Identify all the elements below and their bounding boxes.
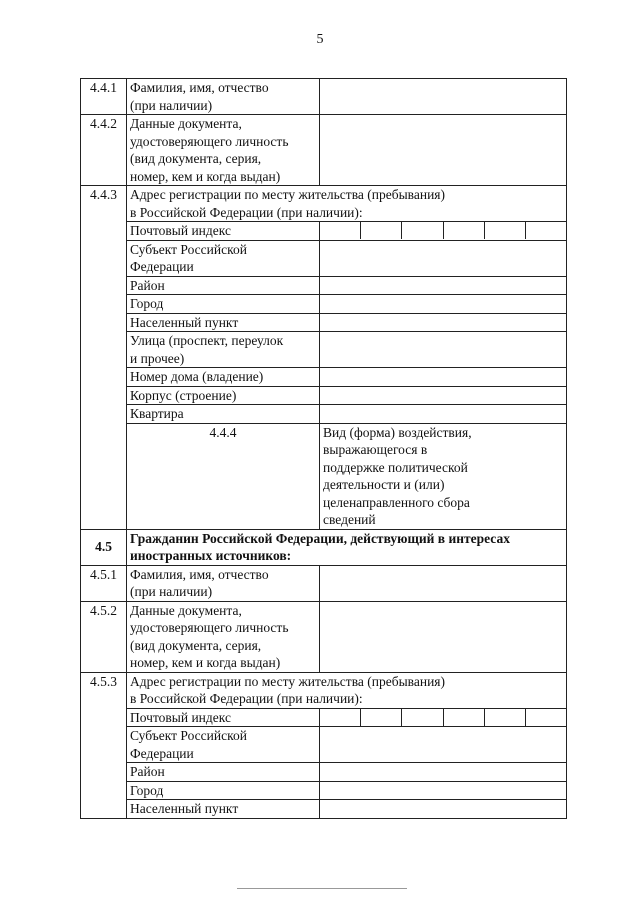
label-line: в Российской Федерации (при наличии): [130,691,363,706]
label-line: удостоверяющего личность [130,620,289,635]
row-number: 4.5.2 [81,601,127,672]
postal-digit-cell[interactable] [526,222,566,239]
label-line: Субъект Российской [130,241,247,257]
postal-digit-cell[interactable] [320,222,361,239]
label-line: номер, кем и когда выдан) [130,168,281,184]
label-line: Адрес регистрации по месту жительства (пребывания) [130,187,446,202]
settlement-field[interactable] [320,313,567,332]
table-row [81,529,567,565]
field-label [127,240,320,276]
full-name-field[interactable] [320,79,567,115]
label-line: Данные документа, [130,602,242,618]
field-label: Почтовый индекс [127,708,320,727]
table-row [81,313,567,332]
bottom-rule [237,888,407,889]
postal-digit-cell[interactable] [402,709,443,726]
section-heading [127,529,567,565]
table-row [81,708,567,727]
field-label: Населенный пункт [127,800,320,819]
field-label: Город [127,781,320,800]
form-table [80,78,567,819]
postal-digit-cell[interactable] [444,222,485,239]
label-line: в Российской Федерации (при наличии): [130,204,363,220]
table-row [81,727,567,763]
settlement-field[interactable] [320,800,567,819]
label-line: Субъект Российской [130,728,247,743]
heading-line: Гражданин Российской Федерации, действующий в интересах [130,530,510,546]
label-line: (вид документа, серия, [130,637,262,653]
table-row [81,601,567,672]
building-field[interactable] [320,386,567,405]
city-field[interactable] [320,781,567,800]
field-label: Район [127,276,320,295]
apartment-field[interactable] [320,405,567,424]
label-line: Федерации [130,259,194,274]
row-number: 4.4.3 [81,186,127,530]
table-row [81,672,567,708]
field-label: Почтовый индекс [127,222,320,241]
field-label: Номер дома (владение) [127,368,320,387]
postal-code-field[interactable] [320,222,567,241]
field-label: Район [127,763,320,782]
table-row [81,79,567,115]
label-line: (при наличии) [130,584,213,599]
postal-digit-cell[interactable] [402,222,443,239]
label-line: (при наличии) [130,97,213,113]
field-label: Населенный пункт [127,313,320,332]
label-line: удостоверяющего личность [130,133,289,149]
field-label: Корпус (строение) [127,386,320,405]
field-label [127,601,320,672]
label-line: выражающегося в [323,442,428,457]
page-number: 5 [316,32,324,47]
postal-digit-cell[interactable] [444,709,485,726]
label-line: номер, кем и когда выдан) [130,655,281,670]
postal-digit-cell[interactable] [361,222,402,239]
table-row [81,222,567,241]
table-row [81,565,567,601]
table-row [81,781,567,800]
postal-digit-cell[interactable] [485,222,526,239]
field-label [127,727,320,763]
label-line: деятельности и (или) [323,477,445,492]
field-label [127,332,320,368]
row-number: 4.4.1 [81,79,127,115]
label-line: Фамилия, имя, отчество [130,566,269,582]
field-label: Город [127,295,320,314]
label-line: Данные документа, [130,116,242,131]
label-line: и прочее) [130,350,185,366]
table-row [81,763,567,782]
federal-subject-field[interactable] [320,240,567,276]
table-row [81,800,567,819]
label-line: целенаправленного сбора [323,494,470,510]
table-row [81,295,567,314]
postal-digit-cell[interactable] [526,709,566,726]
house-number-field[interactable] [320,368,567,387]
label-line: Улица (проспект, переулок [130,333,284,348]
identity-document-field[interactable] [320,601,567,672]
label-line: Федерации [130,745,194,761]
table-row [81,276,567,295]
label-line: Фамилия, имя, отчество [130,80,269,95]
street-field[interactable] [320,332,567,368]
heading-line: иностранных источников: [130,548,292,563]
label-line: сведений [323,512,376,527]
section-number: 4.5 [81,529,127,565]
field-label [127,79,320,115]
row-number: 4.5.3 [81,672,127,818]
table-row [81,386,567,405]
district-field[interactable] [320,276,567,295]
postal-digit-cell[interactable] [361,709,402,726]
row-number: 4.4.4 [127,423,320,529]
label-line: Адрес регистрации по месту жительства (пребывания) [130,673,446,689]
label-line: (вид документа, серия, [130,151,262,166]
table-row [81,423,567,529]
table-row [81,186,567,222]
full-name-field[interactable] [320,565,567,601]
table-row [81,115,567,186]
table-row [81,240,567,276]
identity-document-field[interactable] [320,115,567,186]
table-row [81,332,567,368]
row-number: 4.4.2 [81,115,127,186]
federal-subject-field[interactable] [320,727,567,763]
section-label [127,186,567,222]
postal-digit-cell[interactable] [320,709,361,726]
table-row [81,405,567,424]
postal-digit-cell[interactable] [485,709,526,726]
table-row [81,368,567,387]
field-label [127,565,320,601]
field-label [127,115,320,186]
postal-code-field[interactable] [320,708,567,727]
label-line: поддержке политической [323,459,468,475]
section-label [127,672,567,708]
city-field[interactable] [320,295,567,314]
district-field[interactable] [320,763,567,782]
field-label [320,423,567,529]
label-line: Вид (форма) воздействия, [323,424,472,440]
row-number: 4.5.1 [81,565,127,601]
field-label: Квартира [127,405,320,424]
